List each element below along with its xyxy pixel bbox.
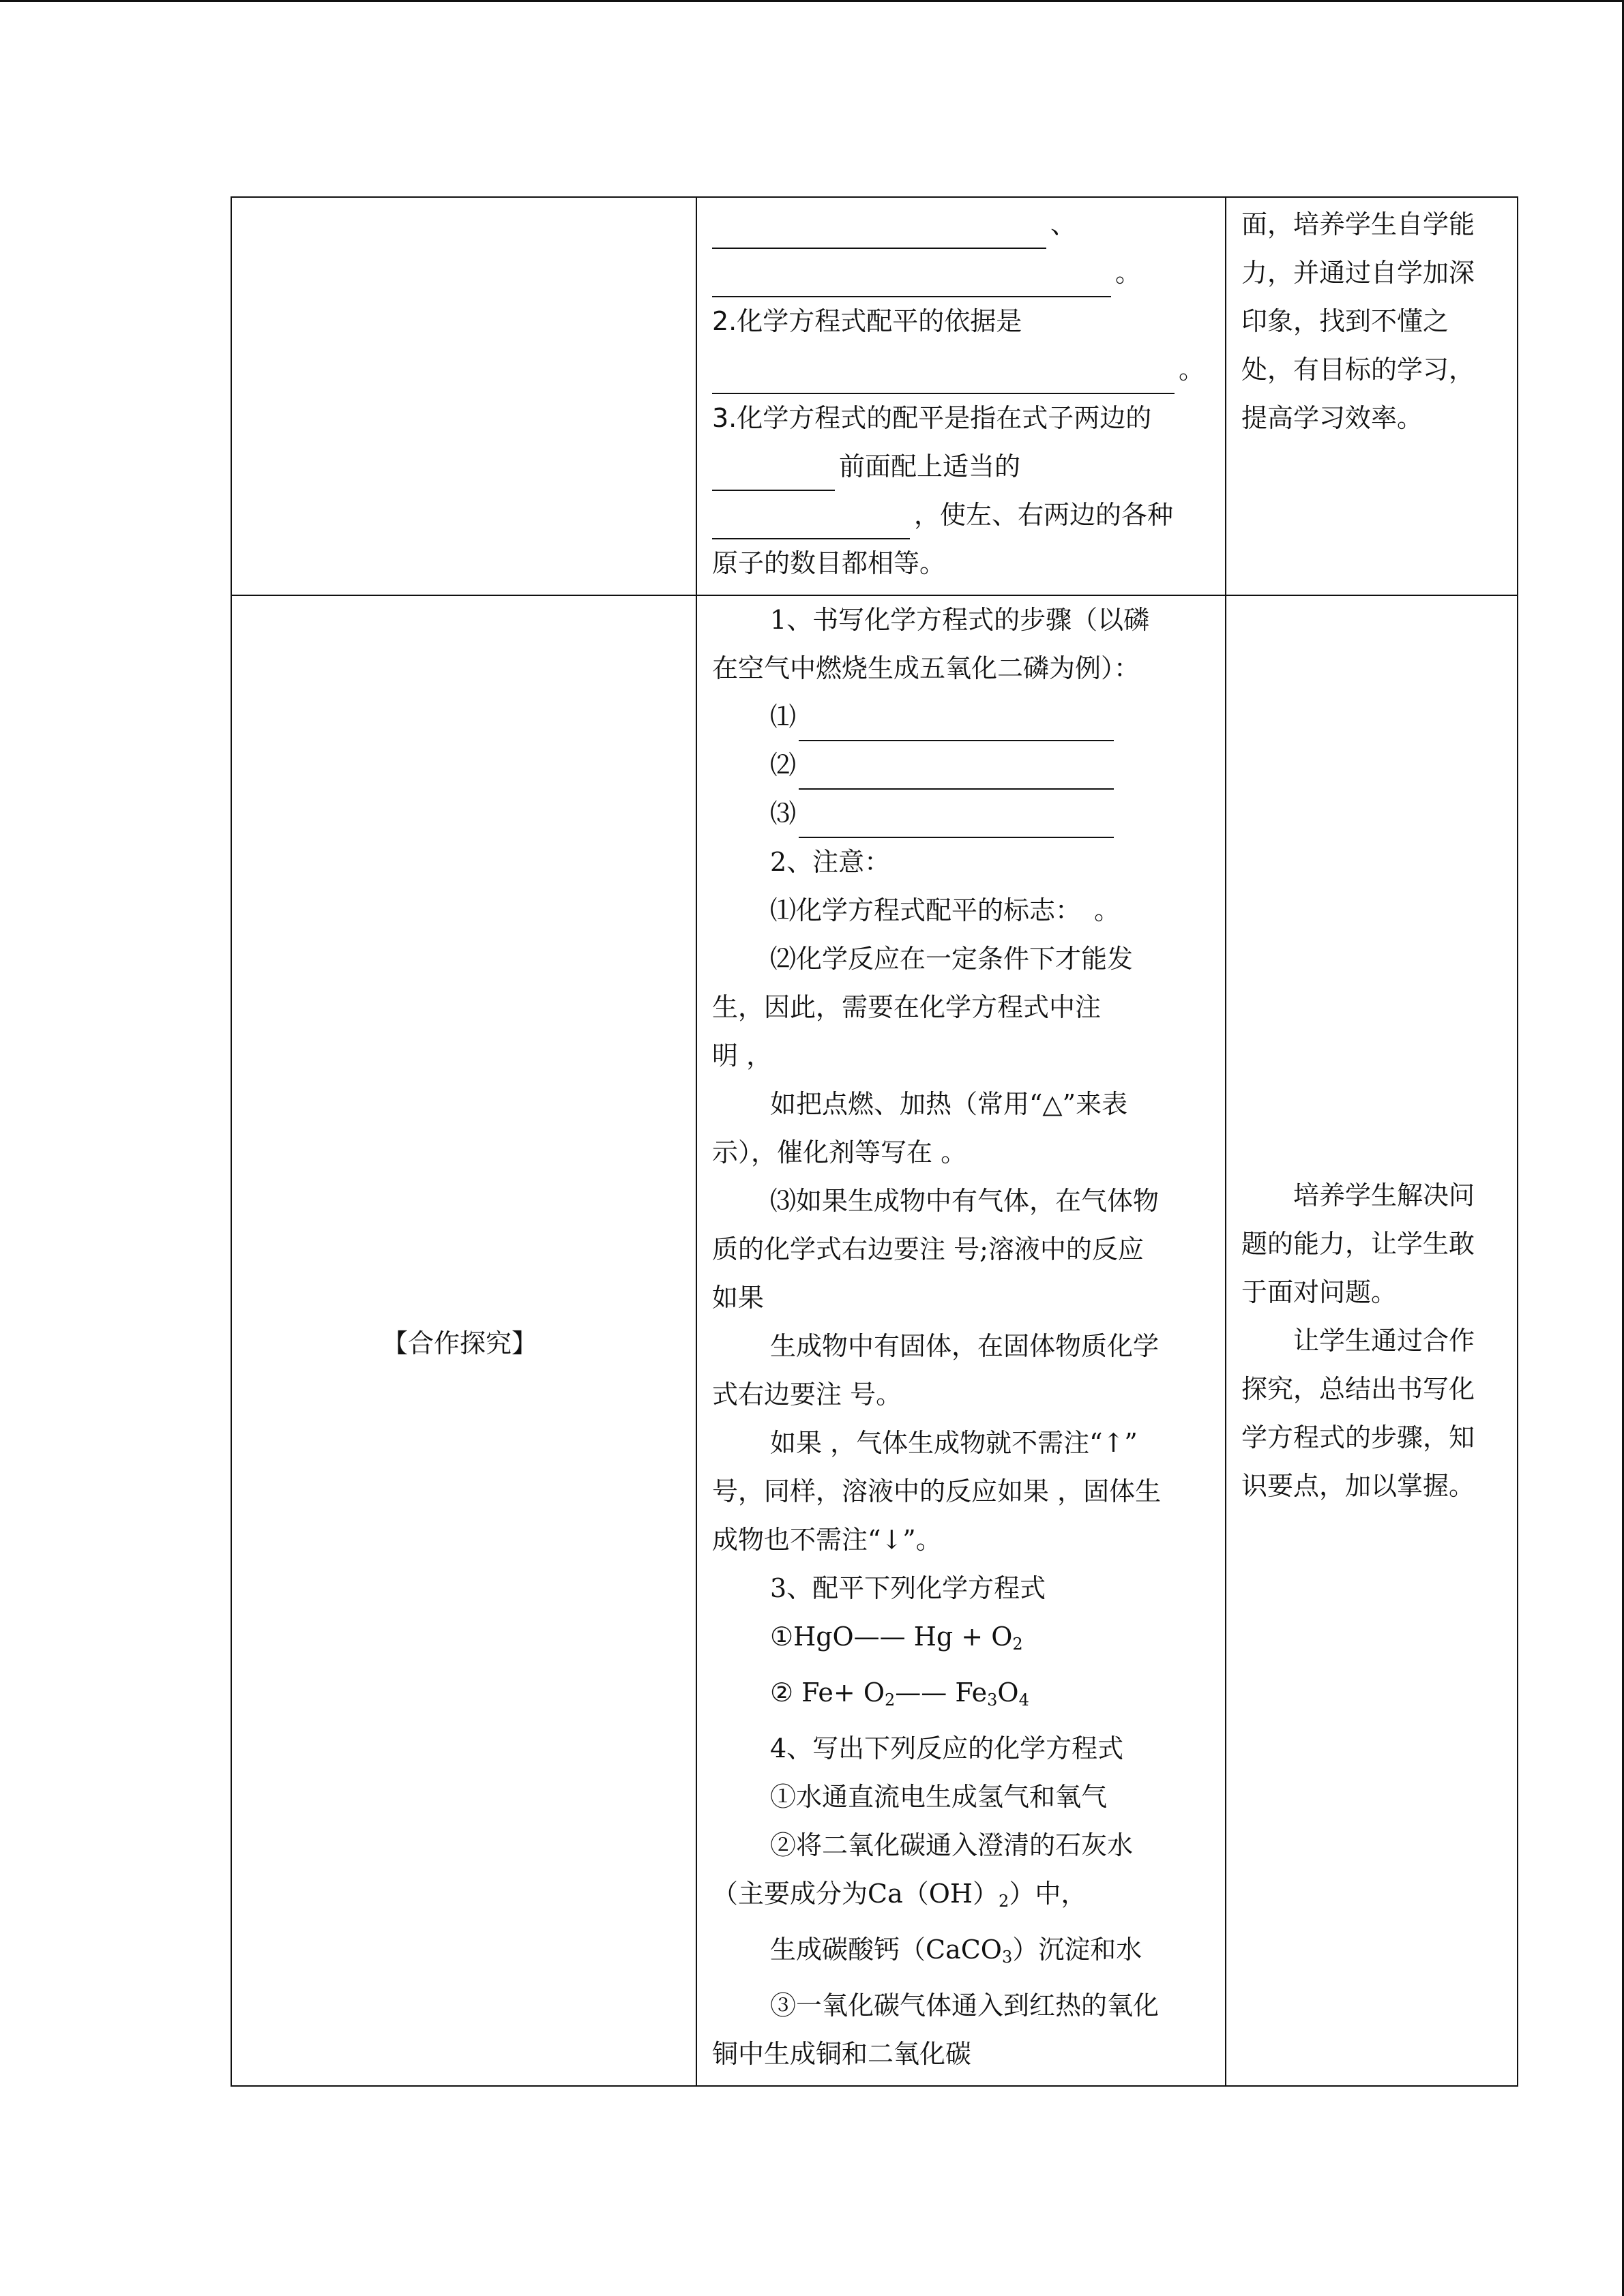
note-2d: 如把点燃、加热（常用“△”来表 <box>770 1089 1128 1119</box>
blank-line <box>712 212 1046 249</box>
item-2-text: 2.化学方程式配平的依据是 <box>712 306 1022 336</box>
fill-line-2 <box>712 249 1211 297</box>
punct: 。 <box>1115 258 1142 288</box>
write-2a: ②将二氧化碳通入澄清的石灰水 <box>770 1830 1134 1860</box>
write-3a: ③一氧化碳气体通入到红热的氧化 <box>770 1991 1160 2021</box>
purpose-line: 于面对问题。 <box>1241 1277 1398 1307</box>
blank-line <box>712 260 1111 297</box>
write-3b: 铜中生成铜和二氧化碳 <box>712 2039 972 2069</box>
goal-line: 处，有目标的学习， <box>1241 355 1475 385</box>
note-3b: 质的化学式右边要注 号;溶液中的反应 <box>712 1234 1144 1264</box>
goal-line: 面，培养学生自学能 <box>1241 209 1475 239</box>
purpose-line: 培养学生解决问 <box>1293 1180 1475 1210</box>
note-3c: 如果 <box>712 1283 765 1313</box>
write-title: 4、写出下列反应的化学方程式 <box>770 1733 1124 1763</box>
blank-line <box>712 357 1175 394</box>
blank-line <box>799 706 1114 741</box>
item-3-text: 3.化学方程式的配平是指在式子两边的 <box>712 403 1152 433</box>
row2-col2-cell <box>696 595 1226 2086</box>
purpose-line: 识要点，加以掌握。 <box>1241 1470 1475 1501</box>
note-2e: 示），催化剂等写在 。 <box>712 1137 967 1167</box>
blank-line <box>712 454 835 491</box>
row2-col1-cell <box>231 595 696 2086</box>
note-4c: 成物也不需注“↓”。 <box>712 1525 942 1555</box>
row1-col2-cell <box>696 197 1226 595</box>
row1-col1-cell <box>231 197 696 595</box>
blank-line <box>799 754 1114 790</box>
purpose-line: 探究，总结出书写化 <box>1241 1373 1475 1404</box>
section-label: 【合作探究】 <box>381 1328 537 1358</box>
equation-1: ①HgO—— $Hg + O_2$ <box>770 1622 1023 1654</box>
punct: 。 <box>1179 355 1205 385</box>
step-2: ⑵ <box>712 741 1211 790</box>
goal-line: 提高学习效率。 <box>1241 403 1423 433</box>
note-4b: 号，同样，溶液中的反应如果 ，固体生 <box>712 1476 1162 1506</box>
note-2b: 生，因此，需要在化学方程式中注 <box>712 992 1102 1022</box>
step-1: ⑴ <box>712 693 1211 741</box>
write-1: ①水通直流电生成氢气和氧气 <box>770 1782 1108 1812</box>
purpose-line: 学方程式的步骤，知 <box>1241 1422 1475 1452</box>
write-2b: （主要成分为$Ca(OH)_2$）中， <box>712 1879 1087 1911</box>
step-3: ⑶ <box>712 790 1211 838</box>
note-4a: 如果 ，气体生成物就不需注“↑” <box>770 1428 1138 1458</box>
note-2a: ⑵化学反应在一定条件下才能发 <box>770 944 1134 974</box>
purpose-line: 题的能力，让学生敢 <box>1241 1228 1475 1259</box>
equation-2: ② $Fe+ O_2——$ $Fe_3O_4$ <box>770 1678 1029 1710</box>
fill-line-1 <box>712 200 1211 249</box>
note-1: ⑴化学方程式配平的标志： 。 <box>770 895 1121 925</box>
purpose-line: 让学生通过合作 <box>1293 1325 1475 1356</box>
item-3-line-3: ，使左、右两边的各种 <box>712 491 1211 539</box>
goal-line: 力，并通过自学加深 <box>1241 258 1475 288</box>
note-3d: 生成物中有固体，在固体物质化学 <box>770 1331 1160 1361</box>
note-3e: 式右边要注 号。 <box>712 1380 902 1410</box>
blank-line <box>712 503 910 539</box>
note-2c: 明 ， <box>712 1041 773 1071</box>
write-2c: 生成碳酸钙（CaCO$_3$）沉淀和水 <box>770 1935 1142 1967</box>
row1-col3-cell <box>1226 197 1518 595</box>
table-row <box>231 595 1518 2086</box>
note-3a: ⑶如果生成物中有气体，在气体物 <box>770 1186 1160 1216</box>
lesson-plan-table <box>231 196 1518 2087</box>
step-title: 1、书写化学方程式的步骤（以磷 <box>770 605 1150 635</box>
item-3-line-4: 原子的数目都相等。 <box>712 548 946 578</box>
goal-line: 印象，找到不懂之 <box>1241 306 1449 336</box>
fill-line-3 <box>712 346 1211 394</box>
table-row <box>231 197 1518 595</box>
step-title-cont: 在空气中燃烧生成五氧化二磷为例）： <box>712 653 1140 683</box>
item-3-line-2: 前面配上适当的 <box>712 443 1211 491</box>
note-title: 2、注意： <box>770 847 891 877</box>
row2-col3-cell <box>1226 595 1518 2086</box>
balance-title: 3、配平下列化学方程式 <box>770 1573 1046 1603</box>
punct: 、 <box>1050 209 1077 239</box>
blank-line <box>799 803 1114 838</box>
page-top-border <box>0 0 1624 2</box>
